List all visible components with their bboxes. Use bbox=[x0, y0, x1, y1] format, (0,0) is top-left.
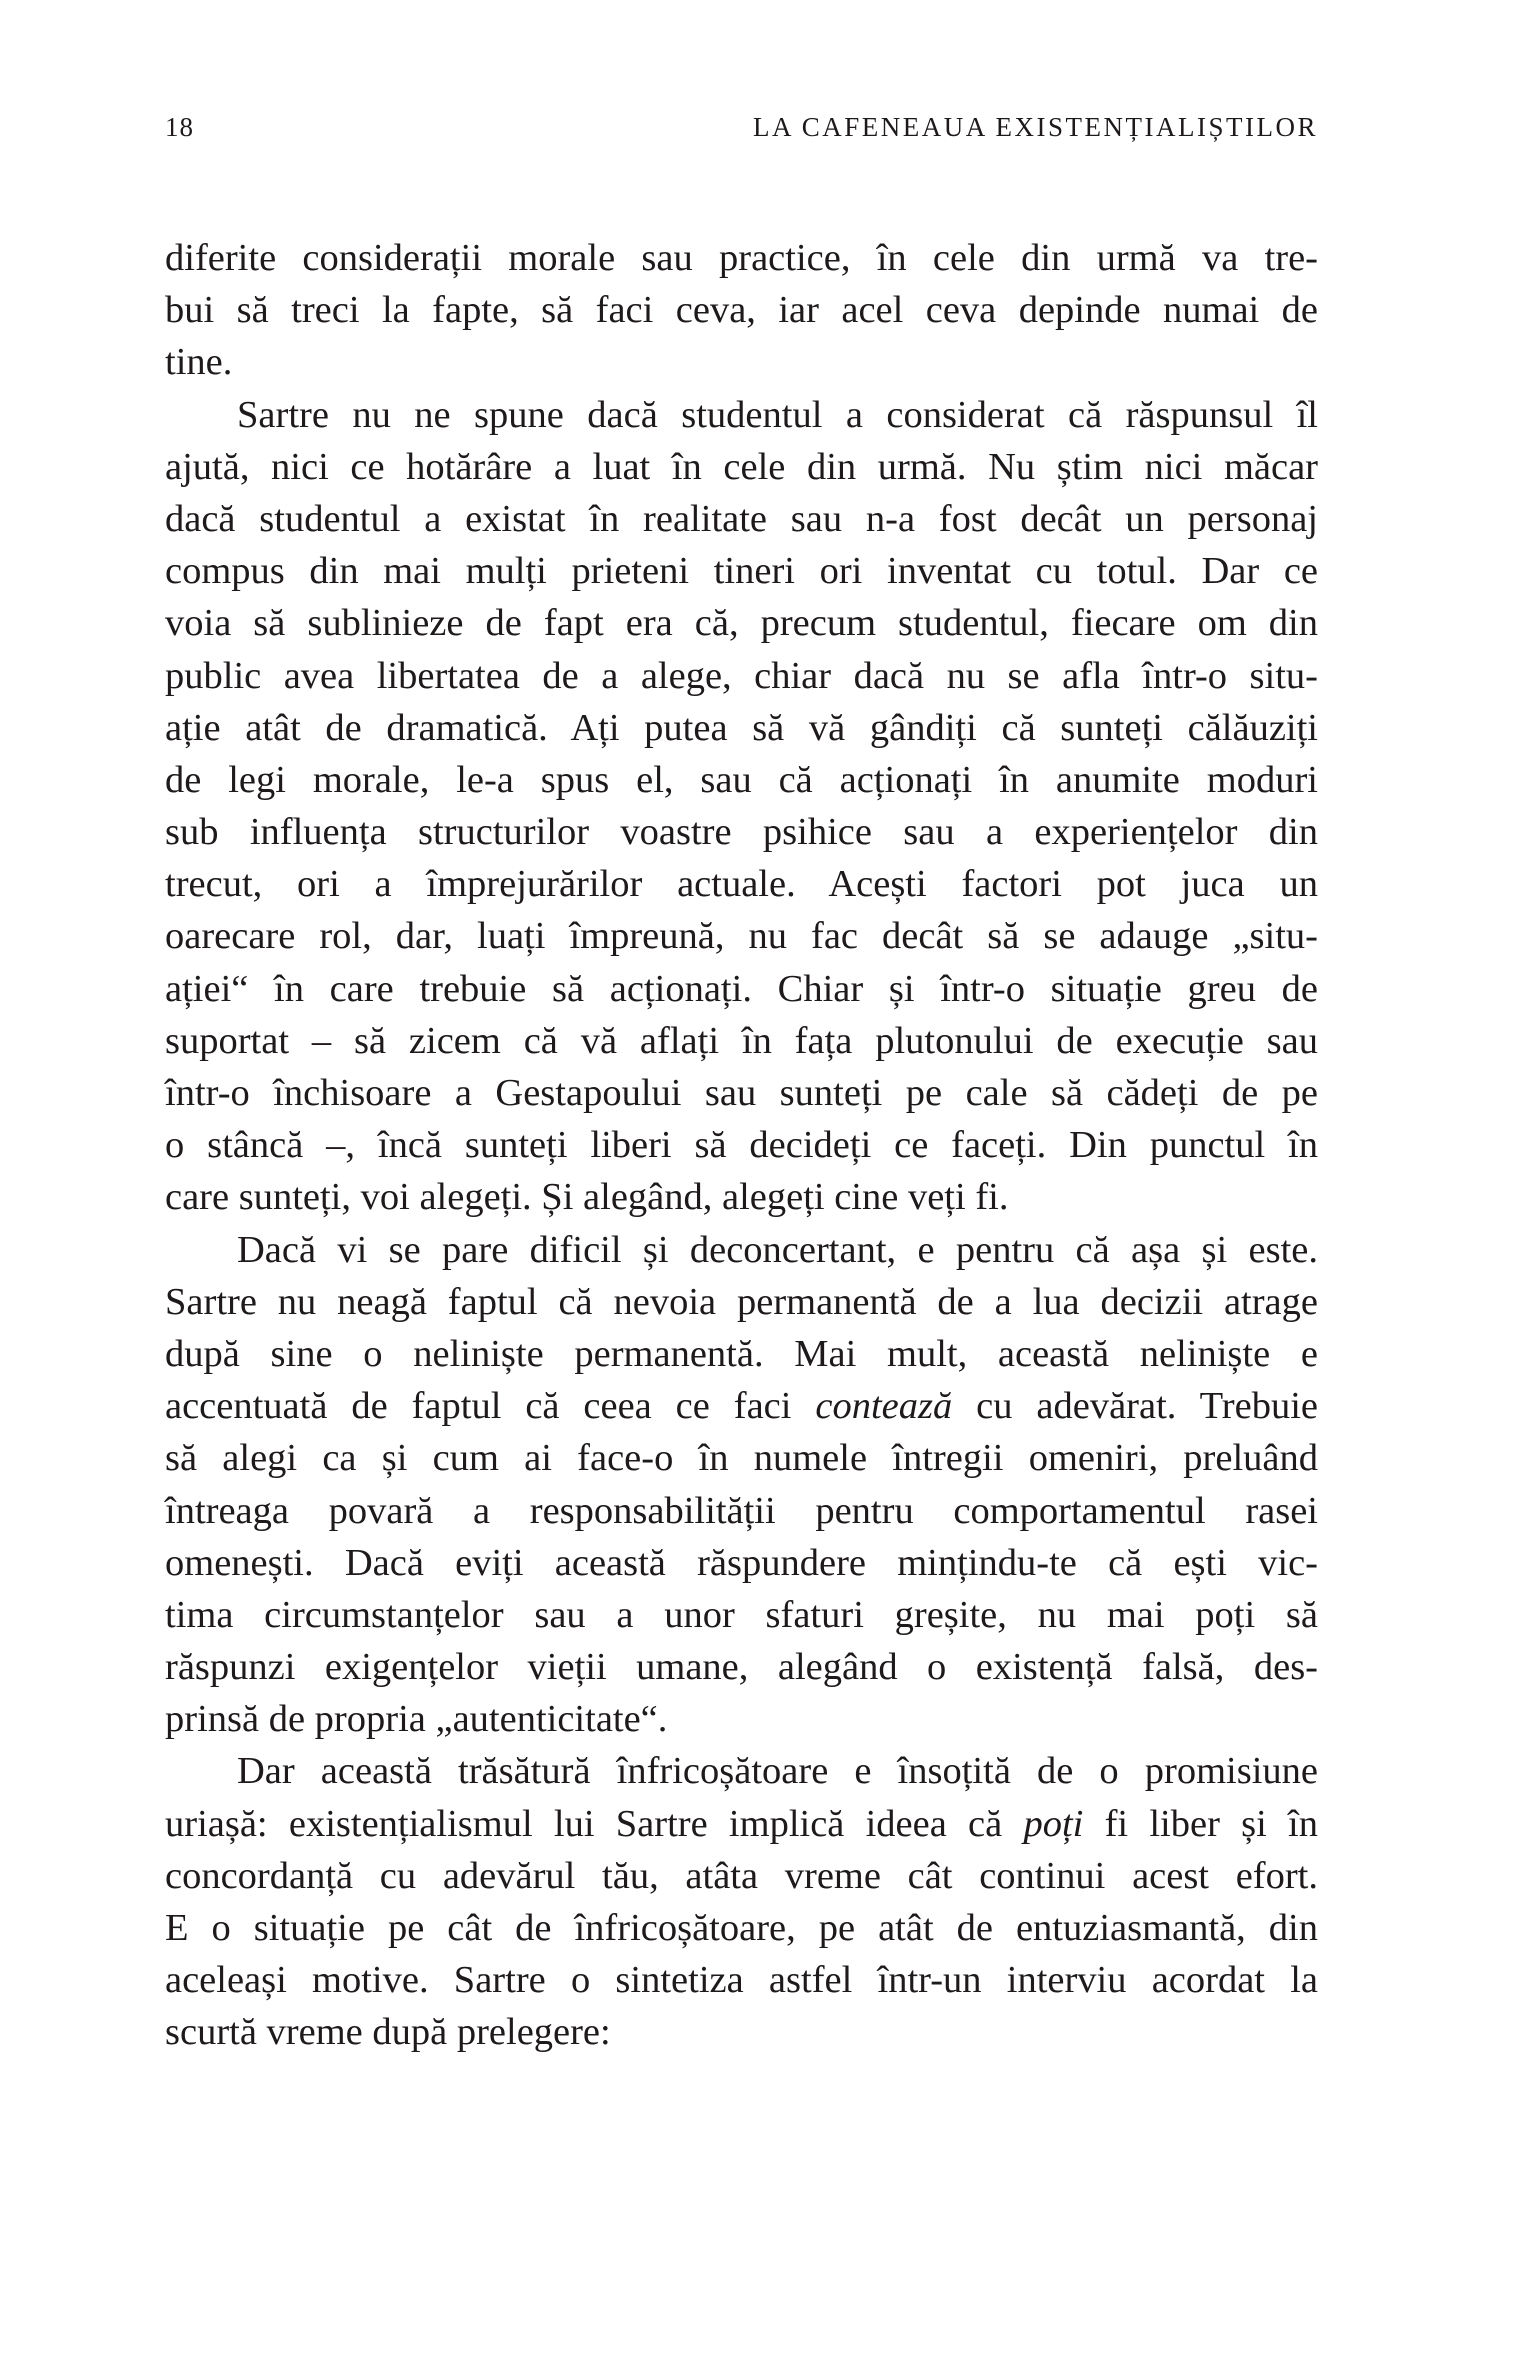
text-line: să alegi ca și cum ai face-o în numele întregii omeniri, preluând bbox=[165, 1437, 1318, 1480]
text-line: într-o închisoare a Gestapoului sau sunteți pe cale să cădeți de pe bbox=[165, 1072, 1318, 1114]
text-line: Dacă vi se pare dificil și deconcertant, e pentru că așa și este. bbox=[237, 1228, 1318, 1271]
text-line: accentuată de faptul că ceea ce faci contează cu adevărat. Trebuie bbox=[165, 1385, 1318, 1428]
text-line: bui să treci la fapte, să faci ceva, iar acel ceva depinde numai de bbox=[165, 289, 1318, 332]
emphasis: poți bbox=[1023, 1802, 1084, 1845]
text-line: uriașă: existențialismul lui Sartre implică ideea că poți fi liber și în bbox=[165, 1802, 1318, 1845]
text-line: scurtă vreme după prelegere: bbox=[165, 2011, 611, 2054]
text-line: public avea libertatea de a alege, chiar dacă nu se afla într-o situ- bbox=[165, 654, 1318, 697]
text-line: tine. bbox=[165, 341, 233, 384]
text-line: răspunzi exigențelor vieții umane, alegând o existență falsă, des- bbox=[165, 1646, 1318, 1689]
text-line: omenești. Dacă eviți această răspundere mințindu-te că ești vic- bbox=[165, 1541, 1318, 1584]
text-line: Sartre nu neagă faptul că nevoia permanentă de a lua decizii atrage bbox=[165, 1280, 1318, 1323]
paragraph bbox=[165, 1224, 1318, 1746]
text-line: Sartre nu ne spune dacă studentul a considerat că răspunsul îl bbox=[237, 393, 1318, 436]
text-line: Dar această trăsătură înfricoșătoare e însoțită de o promisiune bbox=[237, 1750, 1318, 1793]
text-line: oarecare rol, dar, luați împreună, nu fac decât să se adauge „situ- bbox=[165, 915, 1318, 958]
text-line: ajută, nici ce hotărâre a luat în cele din urmă. Nu știm nici măcar bbox=[165, 445, 1318, 488]
text-line: întreaga povară a responsabilității pentru comportamentul rasei bbox=[165, 1489, 1318, 1532]
text-line: prinsă de propria „autenticitate“. bbox=[165, 1698, 668, 1741]
text-line: voia să sublinieze de fapt era că, precum studentul, fiecare om din bbox=[165, 602, 1318, 645]
text-line: tima circumstanțelor sau a unor sfaturi greșite, nu mai poți să bbox=[165, 1593, 1318, 1636]
emphasis: contează bbox=[815, 1385, 953, 1428]
text-line: ației“ în care trebuie să acționați. Chiar și într-o situație greu de bbox=[165, 967, 1318, 1010]
text-line: diferite considerații morale sau practice, în cele din urmă va tre- bbox=[165, 237, 1318, 279]
text-line: compus din mai mulți prieteni tineri ori inventat cu totul. Dar ce bbox=[165, 550, 1318, 593]
text-line: concordanță cu adevărul tău, atâta vreme cât continui acest efort. bbox=[165, 1854, 1318, 1897]
text-line: dacă studentul a existat în realitate sau n-a fost decât un personaj bbox=[165, 497, 1318, 540]
paragraph bbox=[165, 1745, 1318, 2058]
text-line: ație atât de dramatică. Ați putea să vă gândiți că sunteți călăuziți bbox=[165, 706, 1318, 749]
page-number: 18 bbox=[165, 112, 194, 142]
body-text bbox=[165, 232, 1318, 2059]
text-line: E o situație pe cât de înfricoșătoare, pe atât de entuziasmantă, din bbox=[165, 1907, 1318, 1949]
text-line: aceleași motive. Sartre o sintetiza astfel într-un interviu acordat la bbox=[165, 1959, 1318, 2002]
paragraph bbox=[165, 389, 1318, 1224]
text-line: de legi morale, le-a spus el, sau că acționați în anumite moduri bbox=[165, 758, 1318, 801]
text-line: suportat – să zicem că vă aflați în fața plutonului de execuție sau bbox=[165, 1019, 1318, 1062]
running-title: LA CAFENEAUA EXISTENȚIALIȘTILOR bbox=[753, 112, 1318, 142]
text-line: o stâncă –, încă sunteți liberi să decideți ce faceți. Din punctul în bbox=[165, 1124, 1318, 1167]
text-line: care sunteți, voi alegeți. Și alegând, alegeți cine veți fi. bbox=[165, 1176, 1009, 1219]
text-line: trecut, ori a împrejurărilor actuale. Acești factori pot juca un bbox=[165, 863, 1318, 906]
paragraph bbox=[165, 232, 1318, 389]
text-line: după sine o neliniște permanentă. Mai mult, această neliniște e bbox=[165, 1332, 1318, 1375]
text-line: sub influența structurilor voastre psihice sau a experiențelor din bbox=[165, 811, 1318, 854]
running-header bbox=[165, 112, 1318, 152]
